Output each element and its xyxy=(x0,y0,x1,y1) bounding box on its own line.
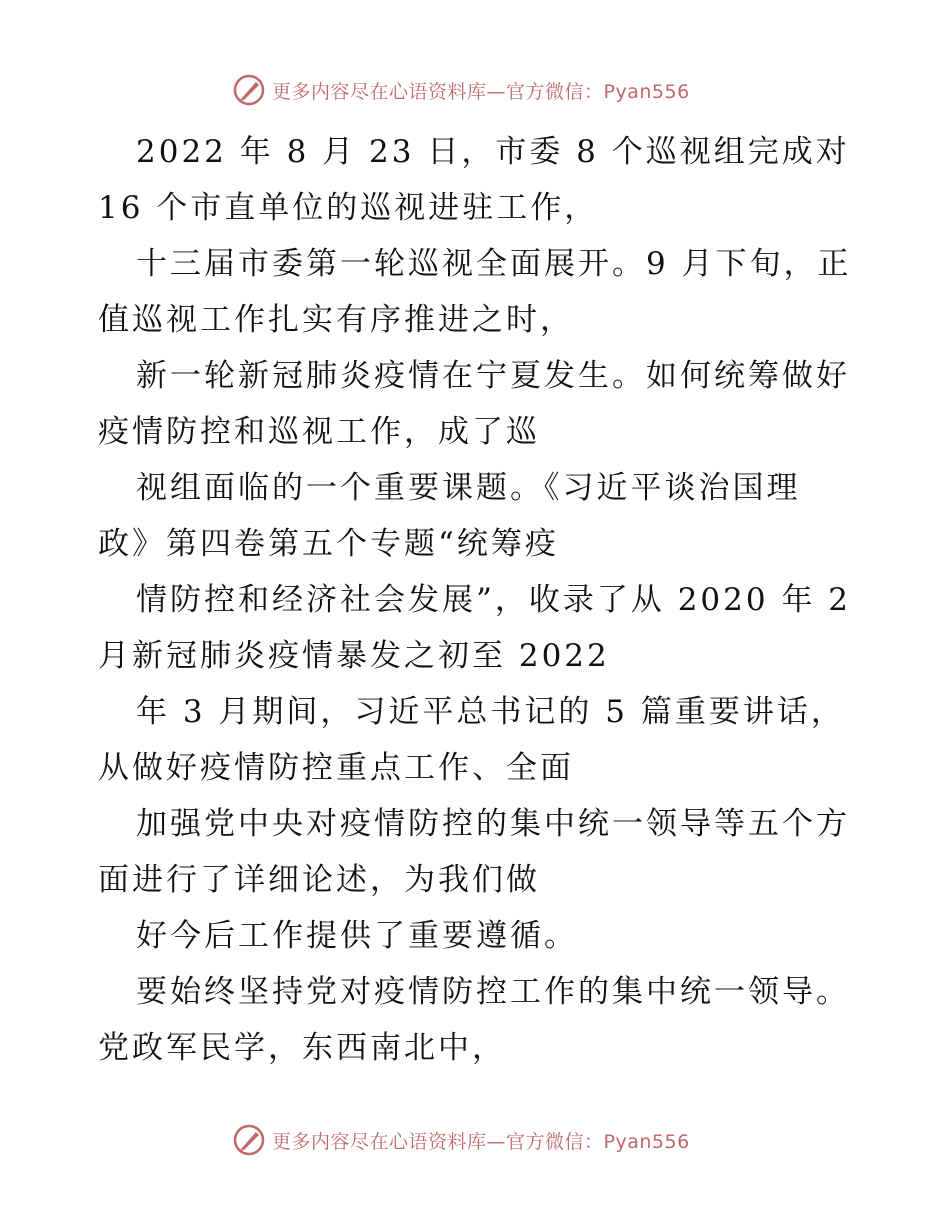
text-line: 视组面临的一个重要课题。《习近平谈治国理 xyxy=(136,470,801,506)
text-line: 年 3 月期间，习近平总书记的 5 篇重要讲话， xyxy=(136,694,845,730)
text-line: 好今后工作提供了重要遵循。 xyxy=(136,918,578,954)
paragraph xyxy=(98,964,858,1076)
paragraph xyxy=(98,684,858,796)
text-line: 要始终坚持党对疫情防控工作的集中统一领导。 xyxy=(136,974,850,1010)
paragraph xyxy=(98,348,858,460)
text-line: 月新冠肺炎疫情暴发之初至 2022 xyxy=(98,638,610,674)
paragraph xyxy=(98,796,858,908)
watermark-header xyxy=(232,70,690,110)
text-line: 从做好疫情防控重点工作、全面 xyxy=(98,750,574,786)
text-line: 政》第四卷第五个专题“统筹疫 xyxy=(98,526,559,562)
text-line: 值巡视工作扎实有序推进之时， xyxy=(98,302,574,338)
quill-logo-icon xyxy=(232,73,266,107)
paragraph xyxy=(98,908,858,964)
text-line: 面进行了详细论述，为我们做 xyxy=(98,862,540,898)
paragraph xyxy=(98,236,858,348)
text-line: 情防控和经济社会发展”，收录了从 2020 年 2 xyxy=(136,582,852,618)
text-line: 党政军民学，东西南北中， xyxy=(98,1030,506,1066)
paragraph xyxy=(98,460,858,572)
quill-logo-icon xyxy=(232,1123,266,1157)
text-line: 2022 年 8 月 23 日，市委 8 个巡视组完成对 xyxy=(136,134,850,170)
paragraph xyxy=(98,572,858,684)
watermark-footer xyxy=(232,1120,690,1160)
text-line: 16 个市直单位的巡视进驻工作， xyxy=(98,190,599,226)
paragraph xyxy=(98,124,858,236)
watermark-text: 更多内容尽在心语资料库—官方微信：Pyan556 xyxy=(272,80,690,103)
text-line: 加强党中央对疫情防控的集中统一领导等五个方 xyxy=(136,806,850,842)
text-line: 疫情防控和巡视工作，成了巡 xyxy=(98,414,540,450)
document-body xyxy=(98,124,858,1076)
text-line: 新一轮新冠肺炎疫情在宁夏发生。如何统筹做好 xyxy=(136,358,850,394)
text-line: 十三届市委第一轮巡视全面展开。9 月下旬，正 xyxy=(136,246,852,282)
watermark-text: 更多内容尽在心语资料库—官方微信：Pyan556 xyxy=(272,1130,690,1153)
